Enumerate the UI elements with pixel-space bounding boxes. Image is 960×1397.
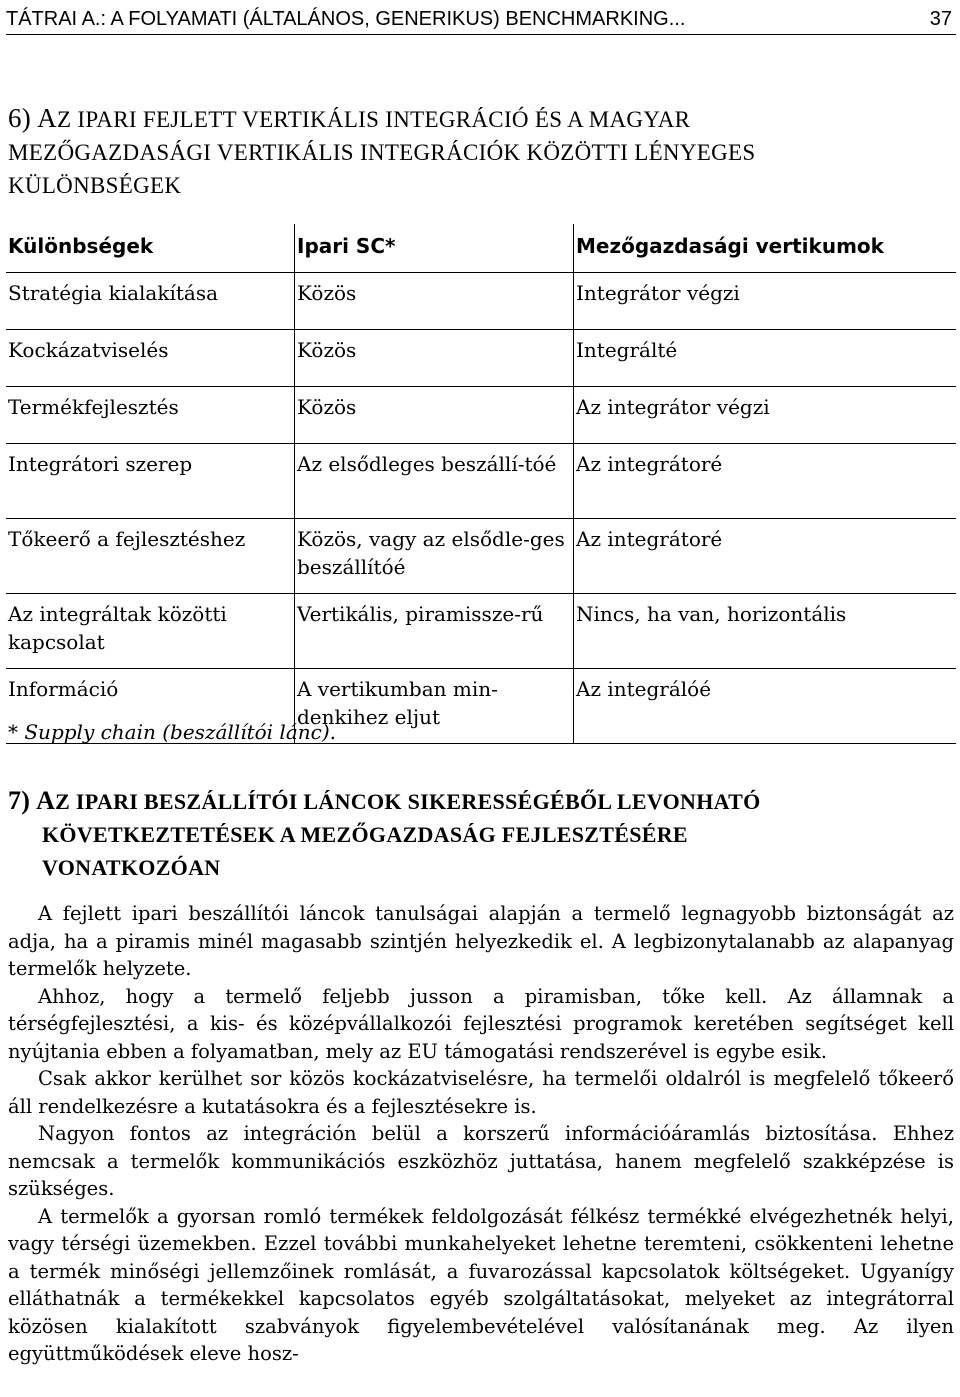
paragraph: Ahhoz, hogy a termelő feljebb jusson a piramisban, tőke kell. Az államnak a térségfejlesztési, a kis- és középvállalkozói fejlesztési programok keretében segítséget kell nyújtania ebben a folyamatban, mely az EU támogatási rendszerével is egybe esik. — [8, 984, 954, 1063]
table-cell: Kockázatviselés — [6, 330, 295, 387]
section-6-heading-line-3: KÜLÖNBSÉGEK — [8, 173, 182, 198]
table-row — [6, 519, 956, 594]
differences-table — [6, 224, 956, 744]
table-footnote: * Supply chain (beszállítói lánc). — [8, 720, 336, 744]
column-header-differences: Különbségek — [6, 224, 295, 273]
table-row — [6, 444, 956, 519]
table-cell: Tőkeerő a fejlesztéshez — [6, 519, 295, 594]
table-cell: Integrátori szerep — [6, 444, 295, 519]
section-6-heading-line-1: 6) AZ IPARI FEJLETT VERTIKÁLIS INTEGRÁCIÓ ÉS A MAGYAR — [8, 103, 691, 133]
table-cell: Nincs, ha van, horizontális — [574, 594, 957, 669]
table-cell: Információ — [6, 669, 295, 744]
table-row — [6, 387, 956, 444]
table-cell: Az integrátoré — [574, 444, 957, 519]
table-cell: Az integrátoré — [574, 519, 957, 594]
table-cell: Termékfejlesztés — [6, 387, 295, 444]
table-header-row — [6, 224, 956, 273]
running-header-title: TÁTRAI A.: A FOLYAMATI (ÁLTALÁNOS, GENERIKUS) BENCHMARKING... — [6, 8, 686, 30]
table-row — [6, 594, 956, 669]
table-row — [6, 330, 956, 387]
column-header-industrial-sc: Ipari SC* — [295, 224, 574, 273]
table-cell: Az integráltak közötti kapcsolat — [6, 594, 295, 669]
paragraph: Nagyon fontos az integráción belül a korszerű információáramlás biztosítása. Ehhez nemcsak a termelők kommunikációs eszközhöz juttatása, hanem megfelelő szakképzése is szükséges. — [8, 1122, 954, 1200]
column-header-agricultural: Mezőgazdasági vertikumok — [574, 224, 957, 273]
table-cell: A vertikumban min-denkihez eljut — [295, 669, 574, 744]
table-cell: Stratégia kialakítása — [6, 273, 295, 330]
paragraph: Csak akkor kerülhet sor közös kockázatviselésre, ha termelői oldalról is megfelelő tőkeerő áll rendelkezésre a kutatásokra és a fejlesztésekre is. — [8, 1067, 954, 1118]
body-text — [8, 900, 954, 1368]
section-7-heading-line-3: VONATKOZÓAN — [42, 855, 221, 880]
table-cell: Vertikális, piramissze-rű — [295, 594, 574, 669]
table-cell: Közös — [295, 387, 574, 444]
paragraph: A termelők a gyorsan romló termékek feldolgozását félkész termékké elvégezhetnék helyi, vagy térségi üzemekben. Ezzel további munkahelyeket lehetne teremteni, csökkenteni lehetne a termék minőségi jellemzőinek romlását, a fuvarozással kapcsolatok költségeket. Ugyanígy elláthatnák a termékekkel kapcsolatos egyéb szolgáltatásokat, melyeket az integrátorral közösen kialakított szabványok figyelembevételével valósítanának meg. Az ilyen együttműködések eleve hosz- — [8, 1204, 954, 1365]
header-rule — [6, 34, 956, 35]
table-cell: Az integrátor végzi — [574, 387, 957, 444]
section-7-heading-line-2: KÖVETKEZTETÉSEK A MEZŐGAZDASÁG FEJLESZTÉSÉRE — [42, 822, 688, 847]
table-cell: Közös — [295, 330, 574, 387]
table-cell: Integrálté — [574, 330, 957, 387]
section-6-heading-line-2: MEZŐGAZDASÁGI VERTIKÁLIS INTEGRÁCIÓK KÖZÖTTI LÉNYEGES — [8, 140, 756, 165]
page-number: 37 — [929, 8, 952, 30]
section-6-heading — [8, 102, 938, 202]
table-cell: Közös, vagy az elsődle-ges beszállítóé — [295, 519, 574, 594]
section-7-heading — [8, 784, 938, 884]
paragraph: A fejlett ipari beszállítói láncok tanulságai alapján a termelő legnagyobb biztonságát az adja, ha a piramis minél magasabb szintjén helyezkedik el. A legbizonytalanabb az alapanyag termelők helyzete. — [8, 902, 954, 980]
table-row — [6, 273, 956, 330]
running-header — [6, 6, 956, 32]
table-cell: Az integrálóé — [574, 669, 957, 744]
table-cell: Integrátor végzi — [574, 273, 957, 330]
table-cell: Az elsődleges beszállí-tóé — [295, 444, 574, 519]
table-cell: Közös — [295, 273, 574, 330]
section-7-heading-line-1: 7) AZ IPARI BESZÁLLÍTÓI LÁNCOK SIKERESSÉGÉBŐL LEVONHATÓ — [8, 786, 761, 815]
